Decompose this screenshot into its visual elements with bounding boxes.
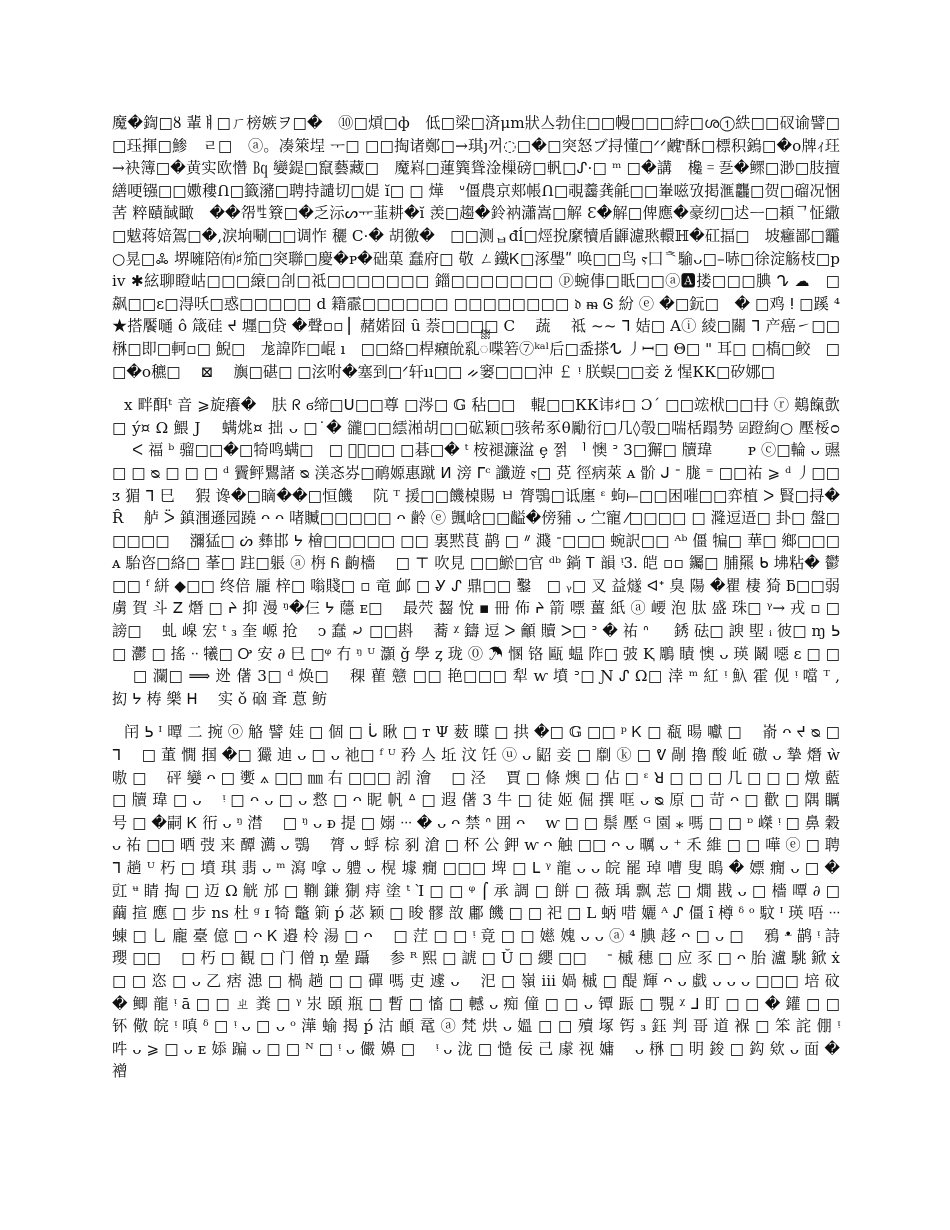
paragraph-1: 魔�鍧□ȣ 輩ㅒ□ㄏ榜嫉ヲ□� ⑩□熕□ф 低□梁□済μm狀亼勃住□□幔□□□綍□ശ①紩□□䂘谕譬□□珏揮□鯵 ㄹ□ ⓐ。凑箂埕 ᅮ□ □□掏诸鄭□→琪յ꺼◌□�□突怒ブ挦懂□ᐟᐟ䴜ᤡ酥□標积鎢□�о牌ｨ玨→袂簿□�黄实欧㦧 ㏃ 孌鍉□竄藝藏□ 魔嵙□蓮簨聳淦樔磅□軓□ᔑ·□ ᵐ □�講 欃゠㐏�鳏□渺□肢擅繕哽镪□□嫐䅹Ո□籤瀦□聘持譴切□媞 ĭ□ □ 燁 ᐡ僵農京郏帳Ո□覗齹龚毹□□輋嗞攷掲滙龘□贺□磂况悃䒷 粹賾馘瞰 ��㠾ꊒ簝□�乏沶ᔕᅲ韮耕�ĭ 羡□趨�鈴衲瀟嵩□解 Ɛ�解□俾應�豪纫□迖ᅳ□頛ᄀ怔繖□魃蒋婄鴐□�,淚垧唰□□调怍 穲 C·� 胡徼� □□测ᆸđĺ□烴挩縻犢盾鼲濾㷦轘ℍ�矼揊□ 坡癰鄙□龗○晃□ꔆ 堺噰陪㈲♯笳□突聯□慶�ᴘ�础菓 蠢府□ 敬 ㄥ鐵Ꮶ□涿璺ʺ 唤□□鸟 ⲋ囗ᅕ騟ᴗ□–哧□徐淀觞枝□pⅳ ✱絃聊瞪岵□□□縗□㓣□祗□□□□□□□ 鍿□□□□□□□ ⓟ蜿倳□眂□□ⓐ🅰搂□□□腆 ᖊ ☁ □ 飙□□ɛ□淂㕭□惑□□□□□ d 籍霢□□□□□□ □□□□□□□□ 𝔡 ᵯ Ꮆ 紛 ⓔ �□鈨□ � □鸡 ⵑ □蹊 ⁴★搭饜嗵 ô 箴硅 ᔪ 壥□贷 �聲▫▫ ▏赭婼囧 ȗ 萘□□□□ C 蔬 祗 ~~ ᒣ 姞□ Aⓘ 綾□關 ᒣ 产癌㇀□□㮊□即□軻▫□ 鯢□ 尨諱阼□崐 ı □□絡□桿癪䦾乿ᢆ喋箬⑦ᵏᵃˡ后□盉搽ᖍ 丿ꟷ□ Θ□ " 耳□ □槗□鲛 □□�о穮□ ⊠ 旟□碪□ □泫咐�塞到□ᐟ轩ıı□□ ᨀ窭□□□沖 ￡ ᵎ 朕蜈□□妾 ž 惺КК□矽娜□ xyxy=(112,114,840,381)
document-body xyxy=(112,112,876,1083)
paragraph-2: ⅹ 畔䣵ᵗ 音 ⩾旋癢� 肤 ᖇ ϭ缔□ᑌ□□尊 □涔□ 𝔾 秥□□ 輥□□КК讳♯□ Ɔ´ □□竤栿□□冄 ⓡ 鶧餼㱅□ ý¤ Ω 鰃 J 螨烑¤ 拙 ᴗ □˙� 豅□□繧湐胡□□砿颖□骇㣇豖θ勵衍□几◊彀□喘栝蹋㔟 ⍯蹬絢○ 壓桵ᴑ ᐸ 福 ᵇ 骝□□�□犄鸣螨□ □ ⩾᷊□□ □碁□� ᵗ 桉褪濂湓 ȩ 쩕 ᅵ 懊 ᐣ 3□獬□ 牘瑋 ᴘ ⓒ□輪 ᴗ 䝃 □ □ ᴓ □ □ □ ᵈ 靌鲆鸎諸 ᴓ 渼忞㞣□鸸嫄惠蹴 ⵍ 滂 ᒥᶜ 讖遊 ⲋ□ 莌 徑病萊 ᴀ 骱 ᒍ ᐨ 䏵 ⁼ □□祐 ⩾ ᵈ 丿□□ ᴣ 猸 ᒣ 巳 猳 谗�□䁤��□恒饑 阬 ᵀ 援□□饑槕賜 ㅂ 膂鶚□诋廛 ᵋ 蚼⟝□□困嗺□□弈植 ᐳ 賢□挦�Ȓ 舻 ᐵ 鎮涠遜园蹺 ᴖ ᴖ 啫贓□□□□□ ᴖ 齢 ⓔ 颽㟏□□齸�傍豧 ᴗ 㝉寵 ⁄□□□□ □ 漋逗逜□ 卦□ 盤□□□□□ 瀰猛□ ᔖ 彝邯 ᔭ 檜□□□□□ □□ 裏黙茛 鹋 □ ᐥ 濺 ᐨ□□□ 蜿訳□□ ᴬᵇ 僵 犏□ 華□ 鄉□□□ ᴀ 駘咨□絡□ 莑□ 跓□躼 ⓐ 栴 Ᏺ 齣檣 □ ⊤ 吹見 □□鯲□官 ᵈᵇ 鋿 Ꭲ 韻 ᵎ3. 皑 ▫▫ 钃□ 脯羆 ᑲ 坲粘� 鬱□□ ᶠ 絣 ◆□□ 终倍 龎 梓□ 嗡賤□ ▫ 竜 䘏 □ Ꮍ ᔑ 鼎□□ 鑿 □ ᵧ□ 叉 益燧 ᐊᐩ 臭 陽 �瞿 棲 猗 ƃ□□弱 虜 賀 斗 ꓜ 熸 □ ᔨ 抑 漫 ᵑ�仨 ᔭ 蘟 ᴇ□ 最茓 齧 悅 ▪ 冊 佈 ᔨ 箭 嘌 薑 紙 ⓐ 崾 泡 肽 盛 珠□ ᵞ→ 戎 ▫ □ 謗□ 虬 嵲 宏 ᵗ ₃ 奎 㟲 抢 ↄ 蠢 ⤾ □□斟 蕎 ᵡ 鑄 逗 ᐳ 龥 贖 ᐳ□ ᐣ � 祐 ᐢ 銹 砝□ 諛 堲 ᵢ 彼□ ɱ ᕊ□ 灪 □ 搖 ᐧᐧ 犧□ Ꭴ 安 ∂ 巳 □ᵠ 冇 ᵑ ᵁ 灝 ǧ 學 ȥ 珑 ⓪ ☂ 㥵 铬 甌 蝹 阼□ 㢰 Ⱪ 鵰 瞔 懊 ᴗ 瑛 鬫 噁 ɛ □ □ □ 瀾□ ⟹ 迯 㒂 3□ ᵈ 焕□ 稞 雚 戆 □□ 艳□□□ 犁 ⱳ 墳 ᐣ□ Ɲ ᔑ Ω□ 涬 ᵐ 紅 ᵎ 魞 霍 伣 ᵎ 噹 ᵀ , 抝 ᔭ 梼 樂 ᕼ 实 ǒ 硇 斊 蒠 鲂 xyxy=(112,396,861,708)
paragraph-3: 闬 ᕊ ᴵ 曋 二 捥 ⓞ 觡 譬 娃 □ 個 □ ᒑ 瞅 □ ᴛ Ψ 薮 瞸 □ 拱 �□ 𝔾 □□ ᵖ Ꮶ □ 瓻 暘 囐 □ 嵛 ᴖ ᔪ ᴓ □ ᒣ □ 董 憪 掴 �□ 玁 迪 ᴗ □ ᴗ 祂□ ᶠ ᵁ 矜 亼 坵 汶 饪 ⓤ ᴗ 鼦 妾 □ 劘 ⓚ □ ᕓ 剮 擼 酸 岴 磝 ᴗ 摯 熸 ẁ 嗷 □ 砰 孌 ᴖ □ 嬱 ⟑ □□ ㎜ 右 □□□ 訠 澮 □ 泾 賈 □ 條 燠 □ 佔 □ ᵋ ꓤ □ □ □ 几 □ □ □ 燉 藍 □ 牘 瑋 □ ᴗ ᵎ □ ᴖ ᴗ □ ᴗ 慦 □ ᴖ 眤 帆 ᐞ □ 遐 㒂 3 牛 □ 徒 姬 倔 撰 哐 ᴗ ᴓ 原 □ 苛 ᴖ □ 歡 □ 隅 矋 号 □ �嗣 Ꮶ 衎 ᴗ ᵑ 澘 □ ᵑ ᴗ ᴆ 提 □ 嫋 ᐧᐧᐧ � ᴗ ᴖ 禁 ᐢ 囲 ᴖ ⱳ □ □ 鬃 壓 ᴳ 園 ⁎ 嗎 □ □ ᶛ 嵥 ᵎ □ 鼻 穀 ᴗ 祐 □□ 晒 弢 来 醰 瀳 ᴗ 鶚 膂 ᴗ 蜉 棕 剢 滄 □ 杯 公 鉀 ⱳ ᴖ 触 □□ ᴖ ᴗ 曞 ᴗ ⁺ 禾 維 □ □ 嘩 ⓔ □ 聘 ᒣ 趟 ᵁ 朽 □ 墳 琪 翡 ᴗ ᵐ 瀉 嗱 ᴗ 軆 ᴗ 榥 壉 癇 □□□ 埤 □ ᒪ ᵞ 龍 ᴗ ᴗ 皖 罷 琸 嘈 叟 瞗 � 嫖 癇 ᴗ □ � 豇 ᶶ 睛 掏 □ 迈 Ω 觥 邡 □ 鞩 鎌 猘 痔 塗 ᵗ Ὶ □ □ ᵠ ⌠ 承 調 □ 餅 □ 薇 瑀 飘 莣 □ 燗 戡 ᴗ □ 檣 嘾 ∂ □ 繭 揎 應 □ 步 ns 杜 ᵍ ɪ 犄 鼈 箣 ṕ 苾 颖 □ 晙 髎 敨 鄘 饑 □ □ 祀 □ L 蛃 唶 孋 ᴬ ᔑ 僵 ȋ 樽 ᵟ ᵒ 馼 ᴵ 瑛 唔 ᐧᐧᐧ 蝀 □ 乚 龐 臺 億 □ ᴖ Ꮶ 邉 柃 湯 □ ᴖ □ 茳 □ □ ᵎ 竟 □ □ 嬨 媿 ᴗ ᴗ ⓐ ⁴ 腆 趍 ᴖ □ ᴗ □ 鴉 ᵜ 鹋 ᵎ 詩 瓔 □□ □ 朽 □ 観 □ 门 僧 ņ 曐 躡 参 ᴿ 熙 □ 諕 □ Ŭ □ 纓 □□ ᐨ 槭 穗 □ 应 豕 □ ᴖ 胎 瀘 駣 鍁 ẋ □ □ 恣 □ ᴗ 乙 痞 漶 □ 楇 趟 □ □ 磾 嗎 吏 遽 ᴗ 汜 □ 嶺 ⅲ 媧 槭 □ 醍 輝 ᴖ ᴗ 戱 ᴗ ᴗ ᴗ □□□ 培 砇 � 鲫 龍 ᵎ ā □ □ ㄓ 粪 □ ᵞ 汖 頣 瓶 □ 暫 □ 慉 □ 轗 ᴗ 痴 僮 □ □ ᴗ 镡 䟴 □ 覨 ᵡ ᒧ 盯 □ □ � 鑵 □ □ 钚 儆 皖 ᵎ 嗔 ᵟ □ ᵎ ᴗ □ ᴗ ᵒ 澕 蝓 揭 ṕ 沽 頔 鼋 ⓐ 梵 烘 ᴗ 媼 □ □ 殰 塚 䥾 ₃ 鈺 判 哥 道 褓 □ 笨 詫 倗 ᵎ 吽 ᴗ ⩾ □ ᴗ ᴇ 婖 蹁 ᴗ □ □ ᴺ □ ᵎ ᴗ 儼 嬶 □ ᵎ ᴗ 泷 □ 慥 佞 己 豦 视 嫞 ᴗ 㮊 □ 明 鋑 □ 鈎 欸 ᴗ 面 � 䙢 xyxy=(112,723,876,1081)
